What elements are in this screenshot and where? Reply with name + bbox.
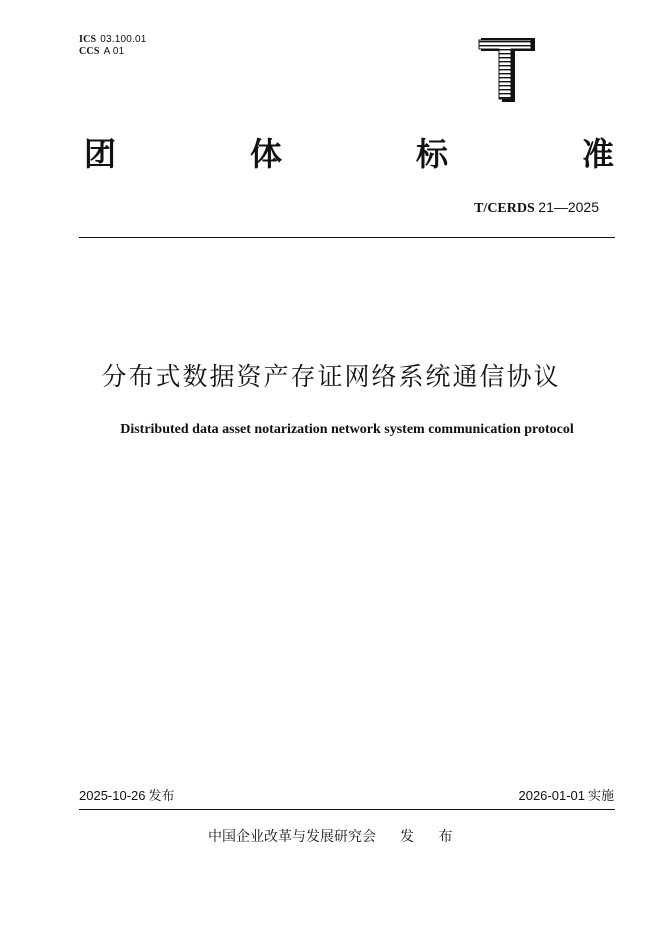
title-english: Distributed data asset notarization network system communication protocol — [120, 422, 574, 437]
standard-number — [474, 198, 599, 218]
standard-type-char: 体 — [249, 135, 282, 173]
classification-codes — [79, 34, 147, 58]
implement-date-value: 2026-01-01 — [518, 788, 585, 803]
publish-date-value: 2025-10-26 — [79, 788, 146, 803]
ics-value: 03.100.01 — [100, 34, 147, 45]
issuer — [208, 828, 462, 846]
issuer-organization: 中国企业改革与发展研究会 — [208, 829, 376, 845]
title-chinese: 分布式数据资产存证网络系统通信协议 — [101, 362, 561, 391]
ccs-value: A 01 — [103, 46, 125, 57]
standard-type-char: 标 — [415, 135, 448, 173]
footer-divider — [79, 809, 615, 810]
standard-number-value: 21—2025 — [538, 199, 599, 215]
ics-code — [79, 34, 147, 46]
ics-label: ICS — [79, 34, 97, 45]
standard-type-char: 准 — [581, 135, 614, 173]
standard-t-logo-icon — [478, 37, 536, 103]
standard-number-prefix: T/CERDS — [474, 201, 535, 216]
publish-date — [79, 788, 175, 805]
standard-type-heading — [84, 134, 614, 174]
standard-type-char: 团 — [84, 135, 117, 173]
issuer-label: 发 布 — [400, 829, 463, 845]
implement-date — [518, 788, 614, 805]
ccs-code — [79, 46, 147, 58]
ccs-label: CCS — [79, 46, 100, 57]
publish-label: 发布 — [148, 789, 175, 804]
implement-label: 实施 — [587, 789, 614, 804]
header-divider — [79, 237, 615, 238]
